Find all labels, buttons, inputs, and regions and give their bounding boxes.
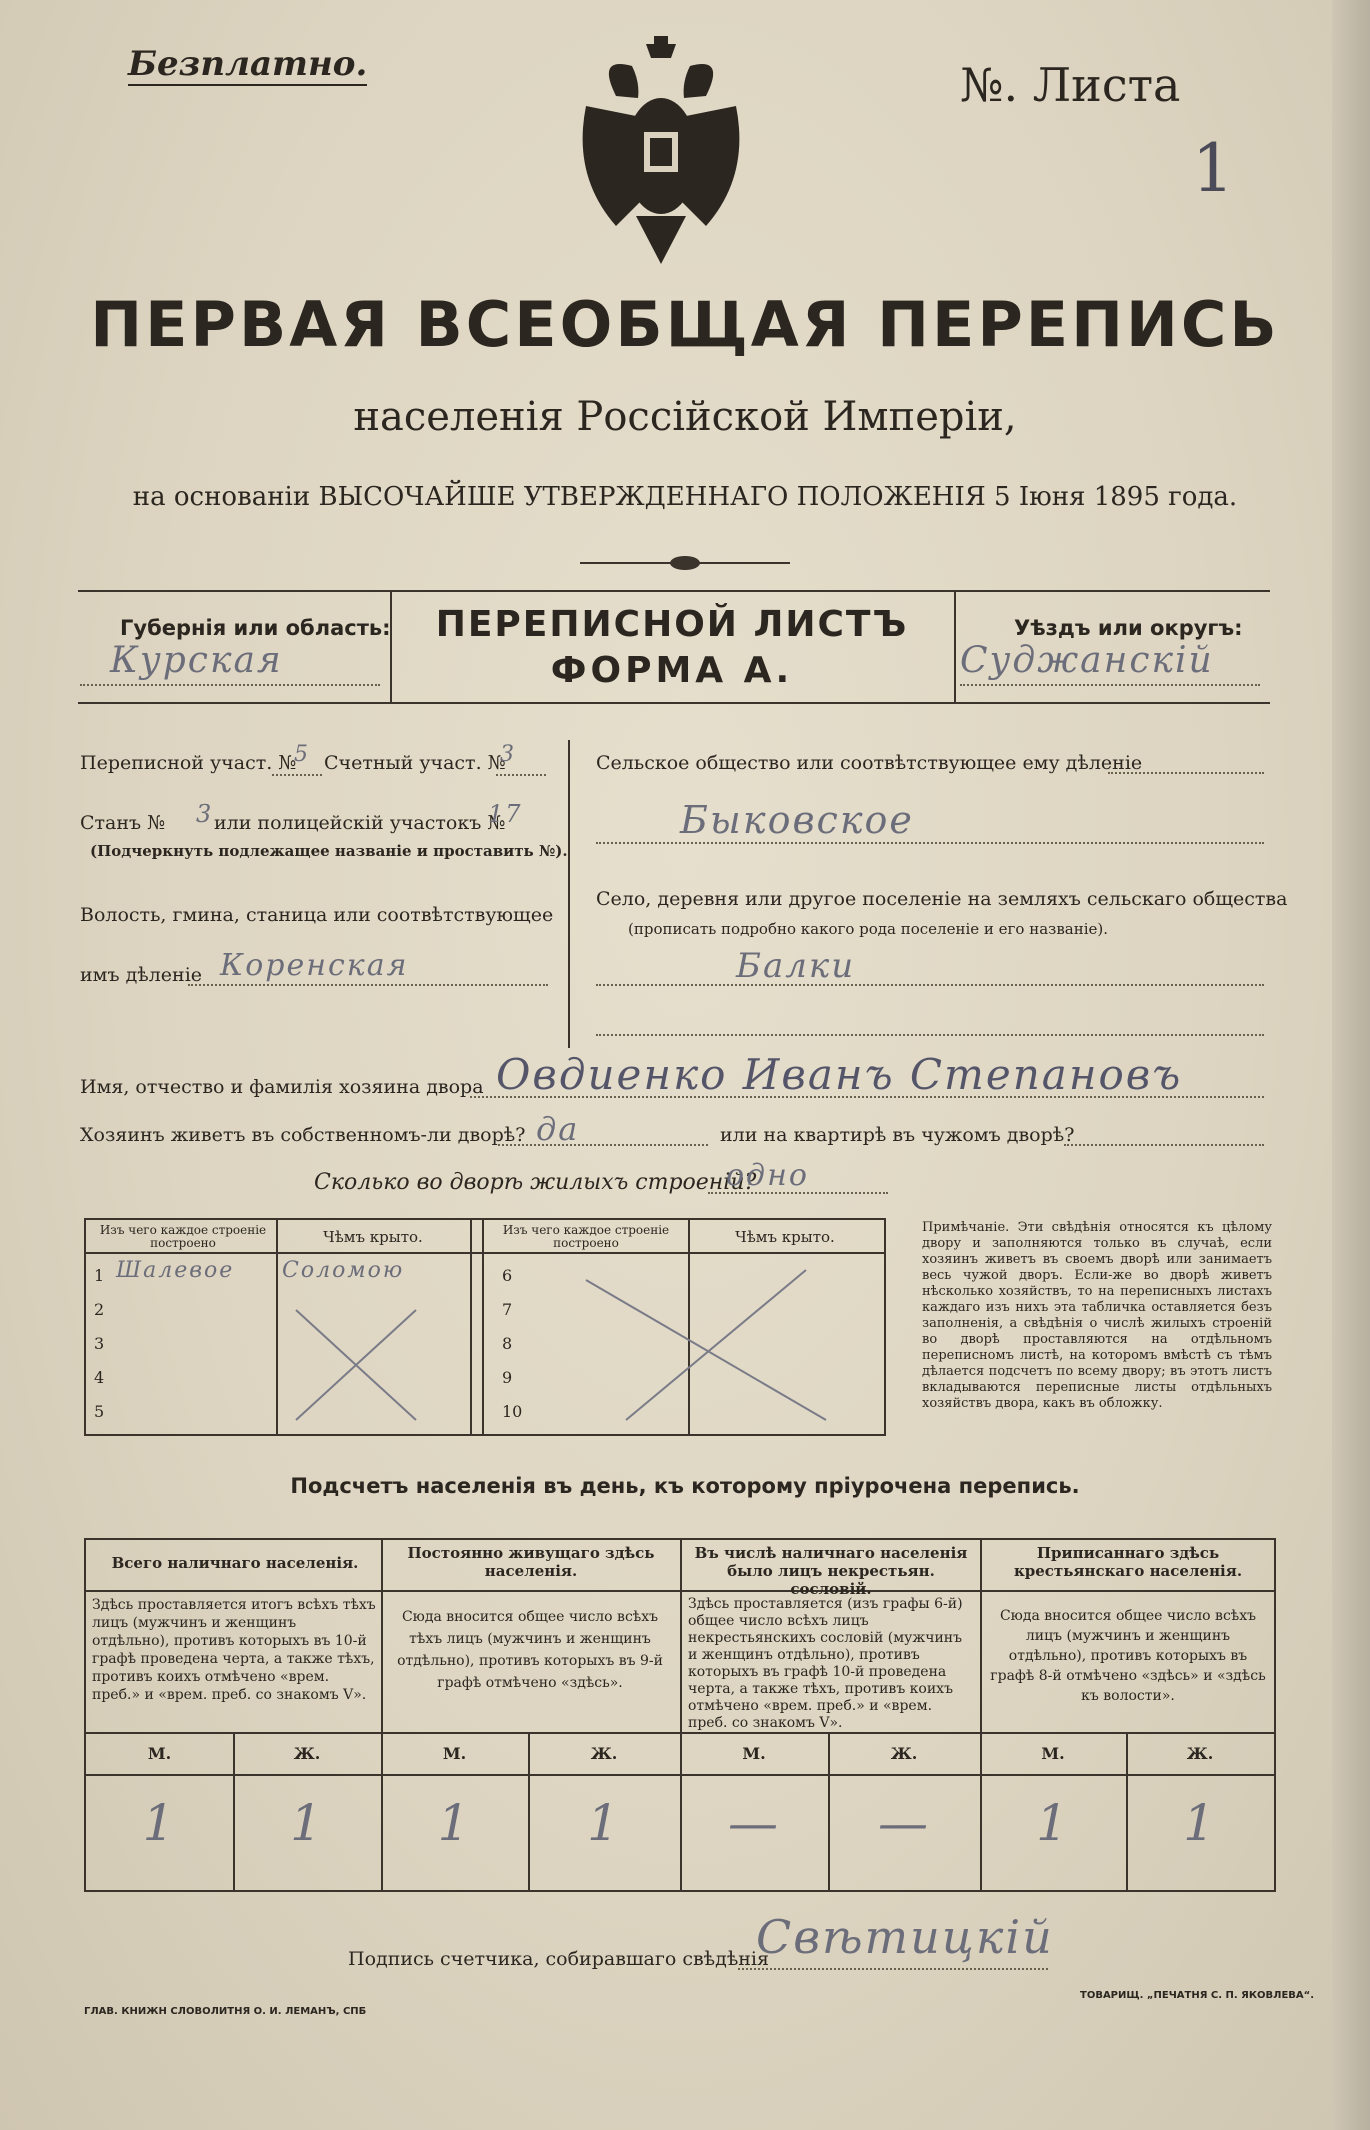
male-label: М. xyxy=(742,1744,766,1763)
female-label: Ж. xyxy=(590,1744,618,1763)
count-title: Подсчетъ населенія въ день, къ которому пріурочена перепись. xyxy=(290,1474,1080,1498)
uezd-value: Суджанскій xyxy=(960,640,1214,681)
uezd-label: Уѣздъ или округъ: xyxy=(1014,616,1243,640)
count-head-total: Всего наличнаго населенія. xyxy=(111,1554,359,1572)
buildings-value: одно xyxy=(726,1158,809,1193)
row-number: 6 xyxy=(502,1266,513,1285)
row-number: 10 xyxy=(502,1402,523,1421)
owner-lives-value: да xyxy=(536,1110,580,1148)
count-value: 1 xyxy=(437,1794,472,1852)
male-label: М. xyxy=(442,1744,467,1763)
row-number: 4 xyxy=(94,1368,105,1387)
perepis-uchast-label: Переписной участ. № xyxy=(80,752,297,774)
row-number: 1 xyxy=(94,1266,105,1285)
page-subtitle: населенія Россійской Имперіи, xyxy=(353,394,1017,440)
count-value: 1 xyxy=(587,1794,621,1852)
owner-name-label: Имя, отчество и фамилія хозяина двора xyxy=(80,1076,484,1098)
free-label: Безплатно. xyxy=(128,44,368,84)
page-title: ПЕРВАЯ ВСЕОБЩАЯ ПЕРЕПИСЬ xyxy=(90,288,1280,361)
strike-mark-right xyxy=(566,1260,866,1430)
row-number: 3 xyxy=(94,1334,105,1353)
owner-lives-label: Хозяинъ живетъ въ собственномъ-ли дворѣ? xyxy=(80,1124,526,1146)
count-head-permanent: Постоянно живущаго здѣсь населенія. xyxy=(407,1544,655,1580)
strike-mark-left xyxy=(256,1290,466,1430)
count-value: 1 xyxy=(142,1794,177,1852)
printer-left: ГЛАВ. КНИЖН СЛОВОЛИТНЯ О. И. ЛЕМАНЪ, СПБ xyxy=(84,2006,367,2017)
male-label: М. xyxy=(1041,1744,1065,1763)
count-desc-peasant: Сюда вносится общее число всѣхъ лицъ (мужчинъ и женщинъ отдѣльно), противъ которыхъ въ графѣ 8-й отмѣчено «здѣсь» и «здѣсь къ волости». xyxy=(990,1608,1266,1704)
village-note: (прописать подробно какого рода поселеніе и его названіе). xyxy=(628,920,1108,938)
count-value: — xyxy=(728,1794,780,1852)
material-header-left: Изъ чего каждое строеніе построено xyxy=(99,1223,267,1250)
count-desc-total: Здѣсь проставляется итогъ всѣхъ тѣхъ лицъ (мужчинъ и женщинъ отдѣльно), противъ которыхъ въ 10-й графѣ проведена черта, а также тѣхъ, противъ коихъ отмѣчено «врем. преб.» и «врем. преб. со знакомъ V». xyxy=(92,1597,376,1703)
police-value: 17 xyxy=(488,800,523,828)
volost-label-2: имъ дѣленіе xyxy=(80,964,203,986)
buildings-note: Примѣчаніе. Эти свѣдѣнія относятся къ цѣлому двору и заполняются только въ случаѣ, если хозяинъ живетъ въ своемъ дворѣ или занимаетъ весь чужой дворъ. Если-же во дворѣ живетъ нѣсколько хозяйствъ, то на переписныхъ листахъ каждаго изъ нихъ эта табличка оставляется безъ заполненія, а свѣдѣнія о числѣ жилыхъ строеній во дворѣ проставляются на отдѣльномъ переписномъ листѣ, на которомъ вмѣстѣ съ тѣмъ дѣлается подсчетъ по всему двору; въ этотъ листъ вкладываются переписные листы отдѣльныхъ хозяйствъ двора, какъ въ обложку. xyxy=(922,1220,1272,1411)
row1-roof-value: Соломою xyxy=(282,1258,405,1283)
owner-name-value: Овдиенко Иванъ Степановъ xyxy=(496,1050,1183,1099)
volost-label: Волость, гмина, станица или соотвѣтствующее xyxy=(80,904,554,926)
society-label: Сельское общество или соотвѣтствующее ему дѣленіе xyxy=(596,752,1143,774)
count-head-peasant: Приписаннаго здѣсь крестьянскаго населенія. xyxy=(1013,1544,1243,1580)
printer-right: ТОВАРИЩ. „ПЕЧАТНЯ С. П. ЯКОВЛЕВА“. xyxy=(1080,1990,1315,2001)
sheet-number-label: №. Листа xyxy=(960,58,1181,112)
material-header-right: Изъ чего каждое строеніе построено xyxy=(502,1223,670,1250)
stan-label: Станъ № xyxy=(80,812,166,834)
row1-material-value: Шалевое xyxy=(116,1258,235,1283)
row-number: 5 xyxy=(94,1402,105,1421)
count-value: 1 xyxy=(290,1794,324,1852)
male-label: М. xyxy=(147,1744,172,1763)
basis-line: на основаніи ВЫСОЧАЙШЕ УТВЕРЖДЕННАГО ПОЛОЖЕНІЯ 5 Іюня 1895 года. xyxy=(132,482,1238,512)
buildings-label: Сколько во дворѣ жилыхъ строеній? xyxy=(314,1170,757,1195)
buildings-table xyxy=(84,1218,886,1436)
female-label: Ж. xyxy=(293,1744,321,1763)
roof-header-right: Чѣмъ крыто. xyxy=(735,1228,835,1246)
ornament-divider xyxy=(580,556,790,570)
signature-value: Свѣтицкій xyxy=(756,1910,1054,1964)
row-number: 8 xyxy=(502,1334,513,1353)
count-desc-noncrestian: Здѣсь проставляется (изъ графы 6-й) общее число всѣхъ лицъ некрестьянскихъ сословій (мужчинъ и женщинъ отдѣльно), противъ которыхъ въ графѣ 10-й проведена черта, а также тѣхъ, противъ коихъ отмѣчено «врем. преб.» и «врем. преб. со знакомъ V». xyxy=(688,1596,963,1731)
signature-label: Подпись счетчика, собиравшаго свѣдѣнія xyxy=(348,1948,769,1970)
form-title: ПЕРЕПИСНОЙ ЛИСТЪ xyxy=(435,604,909,645)
underline-note: (Подчеркнуть подлежащее названіе и проставить №). xyxy=(90,842,568,860)
perepis-uchast-value: 5 xyxy=(294,742,310,767)
village-value: Балки xyxy=(736,946,856,986)
schetny-uchast-value: 3 xyxy=(500,742,516,767)
schetny-uchast-label: Счетный участ. № xyxy=(324,752,506,774)
owner-rent-label: или на квартирѣ въ чужомъ дворѣ? xyxy=(720,1124,1075,1146)
volost-value: Коренская xyxy=(220,948,409,983)
count-value: 1 xyxy=(1036,1794,1070,1852)
gubernia-value: Курская xyxy=(110,640,283,681)
row-number: 2 xyxy=(94,1300,105,1319)
stan-value: 3 xyxy=(196,800,214,828)
gubernia-label: Губернія или область: xyxy=(120,616,391,640)
female-label: Ж. xyxy=(890,1744,918,1763)
form-letter: ФОРМА А. xyxy=(550,650,794,691)
police-label: или полицейскій участокъ № xyxy=(214,812,506,834)
row-number: 7 xyxy=(502,1300,513,1319)
society-value: Быковское xyxy=(680,798,914,842)
sheet-number-value: 1 xyxy=(1192,130,1236,207)
count-head-noncrestian: Въ числѣ наличнаго населенія было лицъ некрестьян. сословій. xyxy=(694,1544,968,1598)
count-table xyxy=(84,1538,1276,1892)
female-label: Ж. xyxy=(1186,1744,1214,1763)
count-desc-permanent: Сюда вносится общее число всѣхъ тѣхъ лицъ (мужчинъ и женщинъ отдѣльно), противъ которыхъ въ 9-й графѣ отмѣчено «здѣсь». xyxy=(397,1609,663,1691)
count-value: 1 xyxy=(1183,1794,1217,1852)
village-label: Село, деревня или другое поселеніе на земляхъ сельскаго общества xyxy=(596,888,1288,910)
row-number: 9 xyxy=(502,1368,513,1387)
count-value: — xyxy=(878,1794,930,1852)
roof-header-left: Чѣмъ крыто. xyxy=(323,1228,423,1246)
eagle-emblem-icon xyxy=(576,36,746,266)
